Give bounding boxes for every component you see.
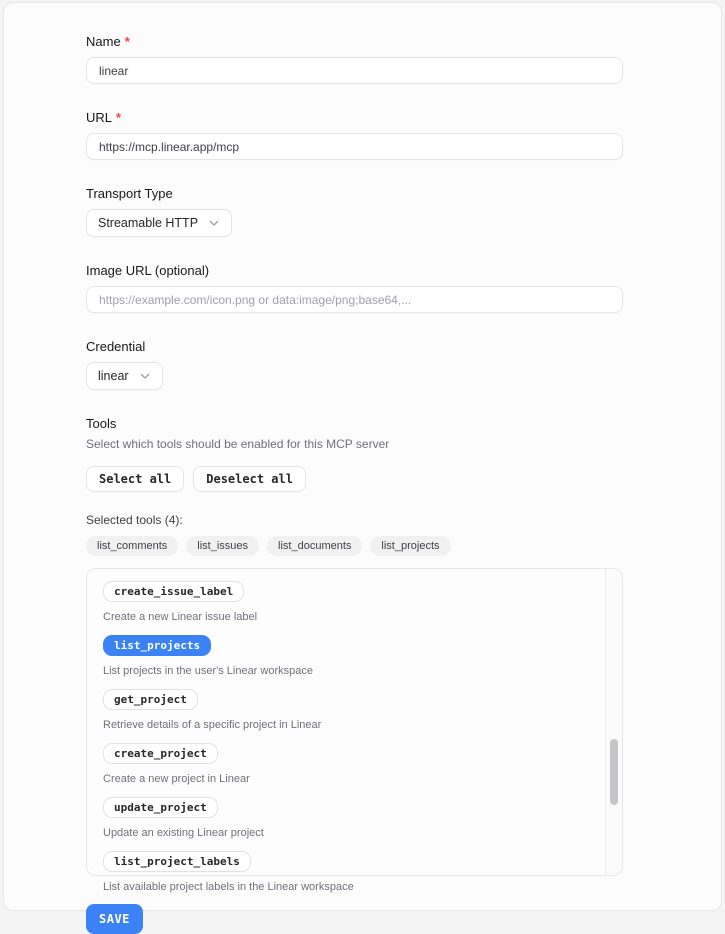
credential-field-group <box>86 339 624 390</box>
scrollbar-thumb[interactable] <box>610 739 618 805</box>
credential-value: linear <box>98 369 129 383</box>
name-label-text: Name <box>86 34 121 49</box>
mcp-server-form-panel <box>3 2 722 926</box>
chevron-down-icon <box>139 370 151 382</box>
name-label <box>86 34 624 49</box>
credential-label-text: Credential <box>86 339 146 354</box>
selected-tool-tag: list_documents <box>267 536 362 556</box>
chevron-down-icon <box>208 217 220 229</box>
tool-description: Create a new Linear issue label <box>103 611 258 623</box>
tool-toggle-list_project_labels[interactable]: list_project_labels <box>103 851 251 872</box>
tool-description: Retrieve details of a specific project in Linear <box>103 719 322 731</box>
selected-tool-tag: list_projects <box>370 536 450 556</box>
transport-type-label-text: Transport Type <box>86 186 173 201</box>
transport-type-select[interactable] <box>86 209 232 237</box>
selected-tools-label: Selected tools (4): <box>86 513 183 527</box>
tool-toggle-create_issue_label[interactable]: create_issue_label <box>103 581 244 602</box>
deselect-all-button[interactable]: Deselect all <box>193 466 306 492</box>
scrollbar-track[interactable] <box>605 569 622 875</box>
tools-list-box <box>86 568 623 893</box>
tool-list-item <box>103 635 592 678</box>
credential-label <box>86 339 624 354</box>
credential-select[interactable] <box>86 362 163 390</box>
tool-description: Create a new project in Linear <box>103 773 250 785</box>
selected-tools-tags <box>86 536 624 556</box>
tools-section <box>86 416 624 893</box>
tool-toggle-list_projects[interactable]: list_projects <box>103 635 211 656</box>
transport-type-label <box>86 186 624 201</box>
tools-buttons-row <box>86 466 624 492</box>
tool-toggle-create_project[interactable]: create_project <box>103 743 218 764</box>
tool-description: Update an existing Linear project <box>103 827 264 839</box>
url-label <box>86 110 624 125</box>
tool-list-item <box>103 797 592 840</box>
tool-toggle-update_project[interactable]: update_project <box>103 797 218 818</box>
image-url-label-text: Image URL (optional) <box>86 263 210 278</box>
tool-toggle-get_project[interactable]: get_project <box>103 689 198 710</box>
image-url-label <box>86 263 624 278</box>
tool-list-item <box>103 689 592 732</box>
form-content <box>4 3 624 934</box>
tools-heading: Tools <box>86 416 117 431</box>
save-button[interactable]: SAVE <box>86 904 143 934</box>
name-field-group <box>86 34 624 84</box>
name-input[interactable] <box>86 57 623 84</box>
selected-tool-tag: list_issues <box>186 536 259 556</box>
selected-tool-tag: list_comments <box>86 536 178 556</box>
tool-list-item <box>103 581 592 624</box>
tools-list <box>87 569 622 894</box>
transport-field-group <box>86 186 624 237</box>
url-required-asterisk: * <box>116 110 122 125</box>
select-all-button[interactable]: Select all <box>86 466 184 492</box>
name-required-asterisk: * <box>124 34 130 49</box>
url-label-text: URL <box>86 110 113 125</box>
tool-description: List projects in the user's Linear workspace <box>103 665 313 677</box>
url-field-group <box>86 110 624 160</box>
tool-list-item <box>103 743 592 786</box>
tools-description: Select which tools should be enabled for this MCP server <box>86 437 390 451</box>
transport-type-value: Streamable HTTP <box>98 216 199 230</box>
image-url-input[interactable] <box>86 286 623 313</box>
tool-description: List available project labels in the Linear workspace <box>103 881 354 893</box>
tool-list-item <box>103 851 592 894</box>
url-input[interactable] <box>86 133 623 160</box>
image-url-field-group <box>86 263 624 313</box>
